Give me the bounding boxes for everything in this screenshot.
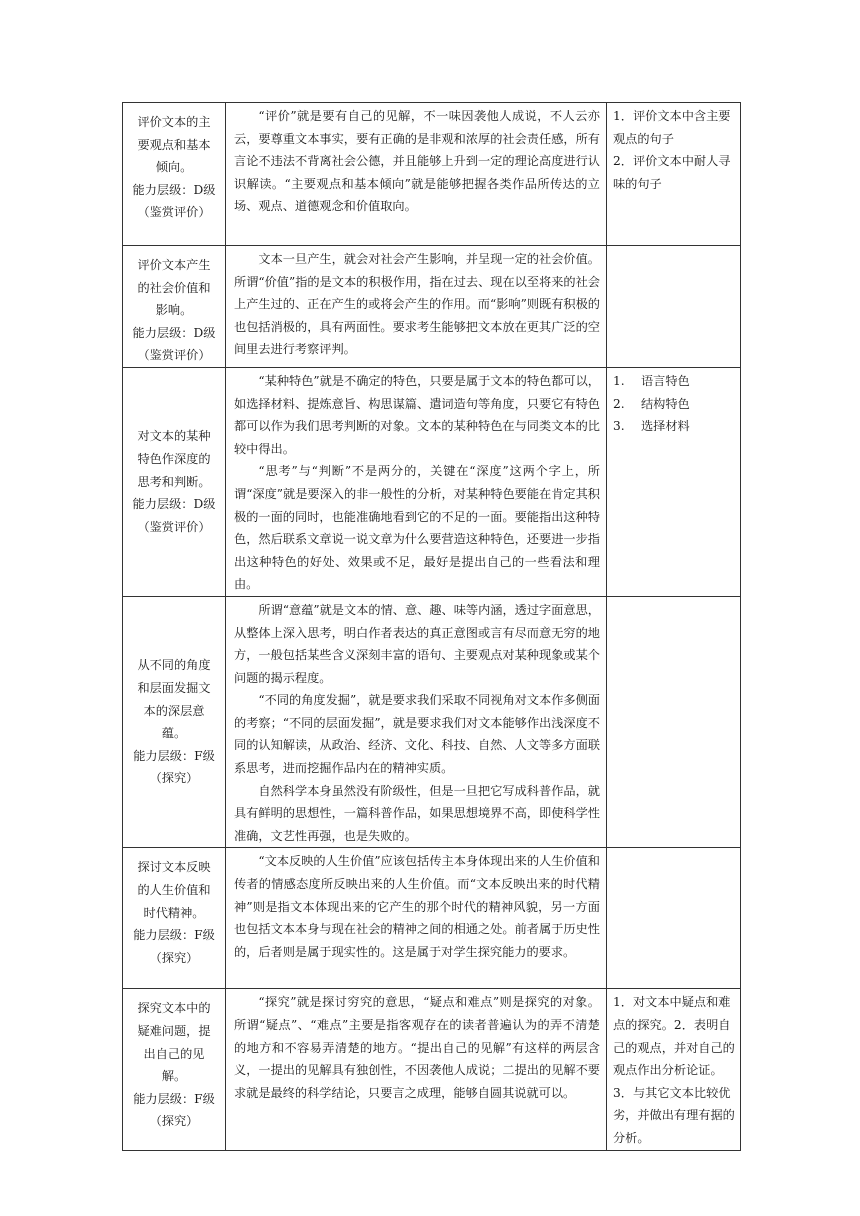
criterion-line: 和层面发掘文 [137,680,211,695]
list-item [613,393,736,416]
notes-cell [607,367,741,596]
explanation-cell [226,246,607,368]
criterion-line: 倾向。 [155,160,193,175]
criterion-line: 疑难问题，提 [137,1024,211,1039]
table-row [123,103,741,246]
notes-cell [607,246,741,368]
notes-text: 1．对文本中疑点和难点的探究。2．表明自己的观点，并对自己的观点作出分析论证。3．与其它文本比较优劣，并做出有理有据的分析。 [613,995,735,1145]
criterion-line: 探究文本中的 [137,1001,211,1016]
criterion-cell [123,596,226,848]
explanation-paragraph: “文本反映的人生价值”应该包括传主本身体现出来的人生价值和传者的情感态度所反映出来的人生价值。而“文本反映出来的时代精神”则是指文本体现出来的它产生的那个时代的精神风貌，另一方面也包括文本本身与现在社会的精神之间的相通之处。前者属于历史性的，后者则是属于现实性的。这是属于对学生探究能力的要求。 [234,854,600,959]
criterion-line: 探讨文本反映 [137,860,211,875]
criterion-line: 思考和判断。 [137,474,211,489]
criterion-line: 解。 [161,1069,187,1084]
ability-level: 能力层级：D级 [132,182,216,197]
criterion-line: 评价文本产生 [137,258,211,272]
explanation-cell [226,103,607,246]
list-text: 结构特色 [641,396,690,411]
ability-level: 能力层级：F级 [133,1091,215,1106]
list-number: 1. [613,373,625,388]
criterion-line: 的人生价值和 [137,883,211,898]
explanation-paragraph: “某种特色”就是不确定的特色，只要是属于文本的特色都可以，如选择材料、提炼意旨、构思谋篇、遣词造句等角度，只要它有特色都可以作为我们思考判断的对象。文本的某种特色在与同类文本的比较中得出。 [234,373,600,456]
notes-cell [607,596,741,848]
list-number: 3. [613,419,625,434]
table-row [123,246,741,368]
notes-cell [607,848,741,989]
ability-category: （鉴赏评价） [137,519,211,534]
criterion-line: 的社会价值和 [137,280,211,295]
criterion-line: 评价文本的主 [137,115,211,129]
table-row [123,989,741,1150]
criterion-cell [123,367,226,596]
notes-cell [607,103,741,246]
criterion-cell [123,246,226,368]
criterion-cell [123,989,226,1150]
ability-level: 能力层级：D级 [132,497,216,512]
criterion-line: 时代精神。 [143,905,205,920]
explanation-cell [226,596,607,848]
criterion-line: 对文本的某种 [137,429,211,444]
ability-level: 能力层级：D级 [132,325,216,340]
list-item [613,370,736,393]
explanation-cell [226,848,607,989]
explanation-paragraph: “不同的角度发掘”，就是要求我们采取不同视角对文本作多侧面的考察；“不同的层面发掘”，就是要求我们对文本能够作出浅深度不同的认知解读，从政治、经济、文化、科技、自然、人文等多方面联系思考，进而挖掘作品内在的精神实质。 [234,693,600,776]
criterion-cell [123,103,226,246]
criterion-line: 要观点和基本 [137,137,211,152]
ability-category: （探究） [149,771,199,786]
ability-category: （鉴赏评价） [137,205,211,220]
ability-category: （鉴赏评价） [137,348,211,363]
notes-text: 1．评价文本中含主要观点的句子 2．评价文本中耐人寻味的句子 [613,109,731,191]
explanation-paragraph: “评价”就是要有自己的见解，不一味因袭他人成说，不人云亦云，要尊重文本事实，要有正确的是非观和浓厚的社会责任感，所有言论不违法不背离社会公德，并且能够上升到一定的理论高度进行认识解读。“主要观点和基本倾向”就是能够把握各类作品所传达的立场、观点、道德观念和价值取向。 [234,109,600,214]
list-item [613,415,736,438]
criterion-line: 出自己的见 [143,1046,205,1061]
criterion-line: 特色作深度的 [137,452,211,467]
notes-cell [607,989,741,1150]
explanation-paragraph: 所谓“意蕴”就是文本的情、意、趣、味等内涵，透过字面意思，从整体上深入思考，明白作者表达的真正意图或言有尽而意无穷的地方，一般包括某些含义深刻丰富的语句、主要观点对某种现象或某个问题的揭示程度。 [234,602,600,685]
explanation-paragraph: 自然科学本身虽然没有阶级性，但是一旦把它写成科普作品，就具有鲜明的思想性，一篇科普作品，如果思想境界不高，即使科学性准确，文艺性再强，也是失败的。 [234,783,600,843]
explanation-paragraph: “探究”就是探讨穷究的意思，“疑点和难点”则是探究的对象。所谓“疑点”、“难点”主要是指客观存在的读者普遍认为的弄不清楚的地方和不容易弄清楚的地方。“提出自己的见解”有这样的两层含义，一提出的见解具有独创性，不因袭他人成说；二提出的见解不要求就是最终的科学结论，只要言之成理，能够自圆其说就可以。 [234,995,600,1100]
ability-category: （探究） [149,950,199,965]
ability-category: （探究） [149,1114,199,1129]
explanation-cell [226,989,607,1150]
criterion-cell [123,848,226,989]
criterion-line: 蕴。 [161,726,187,741]
criterion-line: 从不同的角度 [137,658,211,673]
table-row [123,367,741,596]
evaluation-table [122,102,741,1151]
list-text: 选择材料 [641,419,690,434]
criterion-line: 本的深层意 [143,703,205,718]
criterion-line: 影响。 [155,303,193,318]
list-number: 2. [613,396,625,411]
explanation-cell [226,367,607,596]
explanation-paragraph: 文本一旦产生，就会对社会产生影响，并呈现一定的社会价值。所谓“价值”指的是文本的积极作用，指在过去、现在以至将来的社会上产生过的、正在产生的或将会产生的作用。而“影响”则既有积极的也包括消极的，具有两面性。要求考生能够把文本放在更其广泛的空间里去进行考察评判。 [234,252,600,357]
notes-list [613,370,736,438]
ability-level: 能力层级：F级 [133,748,215,763]
explanation-paragraph: “思考”与“判断”不是两分的，关键在“深度”这两个字上，所谓“深度”就是要深入的非一般性的分析，对某种特色要能在肯定其积极的一面的同时，也能准确地看到它的不足的一面。要能指出这种特色，然后联系文章说一说文章为什么要营造这种特色，还要进一步指出这种特色的好处、效果或不足，最好是提出自己的一些看法和理由。 [234,464,600,592]
ability-level: 能力层级：F级 [133,928,215,943]
table-row [123,848,741,989]
list-text: 语言特色 [641,373,690,388]
table-row [123,596,741,848]
